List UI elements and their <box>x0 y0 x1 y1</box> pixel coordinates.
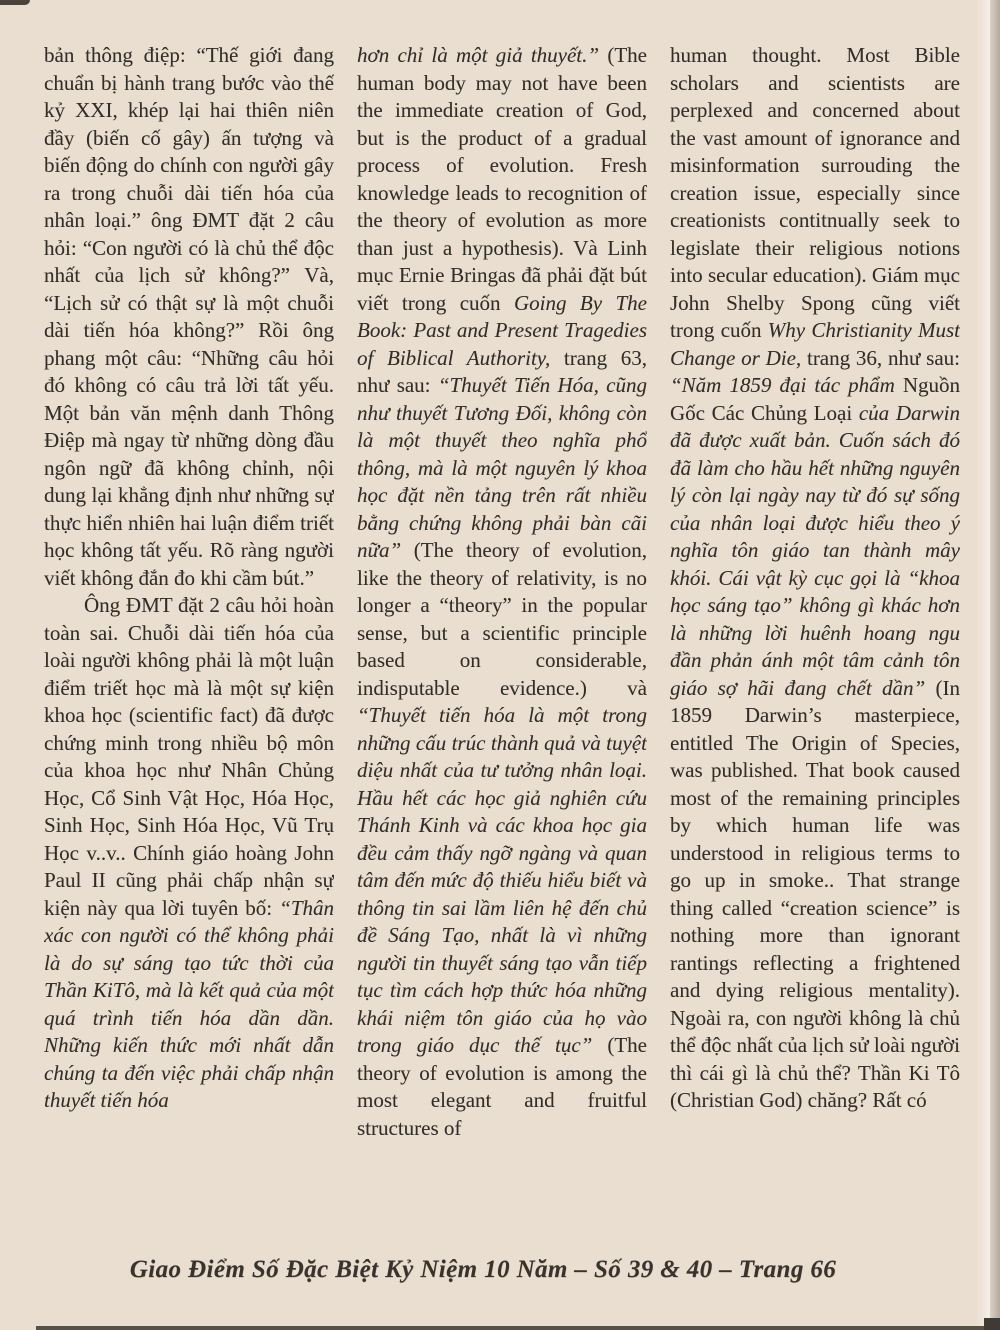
text-run: Ông ĐMT đặt 2 câu hỏi hoàn toàn sai. Chuỗi dài tiến hóa của loài người không phải là một luận điểm triết học mà là một sự kiện khoa học (scientific fact) đã được chứng minh trong nhiều bộ môn của khoa học như Nhân Chủng Học, Cổ Sinh Vật Học, Hóa Học, Sinh Học, Sinh Hóa Học, Vũ Trụ Học v..v.. Chính giáo hoàng John Paul II cũng phải chấp nhận sự kiện này qua lời tuyên bố: <box>44 593 334 920</box>
text-run-italic: “Thuyết Tiến Hóa, cũng như thuyết Tương Đối, không còn là một thuyết theo nghĩa phổ thông, mà là một nguyên lý khoa học đặt nền tảng trên rất nhiều bằng chứng không phải bàn cãi nữa” <box>357 373 647 562</box>
paragraph <box>44 42 334 592</box>
text-run-italic: hơn chỉ là một giả thuyết.” <box>357 43 608 67</box>
text-run: (In 1859 Darwin’s masterpiece, entitled The Origin of Species, was published. That book caused most of the remaining principles by which human life was understood in religious terms to go up in smoke.. That strange thing called “creation science” is nothing more than ignorant rantings reflecting a frightened and dying religious mentality). Ngoài ra, con người không là chủ thể độc nhất của lịch sử loài người thì cái gì là chủ thể? Thần Ki Tô (Christian God) chăng? Rất có <box>670 675 960 1112</box>
text-column-left <box>44 42 334 1246</box>
text-column-right <box>670 42 960 1246</box>
text-run: bản thông điệp: “Thế giới đang chuẩn bị hành trang bước vào thế kỷ XXI, khép lại hai thiên niên đầy (biến cố gây) ấn tượng và biến động do chính con người gây ra trong chuỗi dài tiến hóa của nhân loại.” ông ĐMT đặt 2 câu hỏi: “Con người có là chủ thể độc nhất của lịch sử không?” Và, “Lịch sử có thật sự là một chuỗi dài tiến hóa không?” Rồi ông phang một câu: “Những câu hỏi đó không có câu trả lời tất yếu. Một bản văn mệnh danh Thông Điệp mà ngay từ những dòng đầu ngôn ngữ đã không chỉnh, nội dung lại khẳng định như những sự thực hiển nhiên hai luận điểm triết học không tất yếu. Rõ ràng người viết không đắn đo khi cầm bút.” <box>44 43 334 590</box>
text-run: trang 63, như sau: <box>357 345 647 397</box>
text-run: trang 36, như sau: <box>806 345 960 370</box>
text-run-italic: Why Christianity Must Change or Die, <box>670 318 960 370</box>
scan-corner-bottom-right <box>984 1318 1000 1330</box>
paragraph <box>357 42 647 1142</box>
paragraph <box>44 592 334 1115</box>
page-footer <box>0 1256 966 1284</box>
text-run-italic: “Năm 1859 đại tác phẩm <box>670 373 903 397</box>
page-body <box>44 42 960 1246</box>
scan-edge-right <box>990 0 1000 1330</box>
text-run: Nguồn Gốc Các Chủng Loại <box>670 373 960 425</box>
paragraph <box>670 42 960 1115</box>
text-run-italic: Going By The Book: Past and Present Tragedies of Biblical Authority, <box>357 290 647 370</box>
scan-page-edge-highlight <box>976 0 990 1330</box>
text-run-italic: “Thuyết tiến hóa là một trong những cấu trúc thành quả và tuyệt diệu nhất của tư tưởng nhân loại. Hầu hết các học giả nghiên cứu Thánh Kinh và các khoa học gia đều cảm thấy ngỡ ngàng và quan tâm đến mức độ thiếu hiểu biết và thông tin sai lầm liên hệ đến chủ đề Sáng Tạo, nhất là vì những người tin thuyết sáng tạo vẫn tiếp tục tìm cách hợp thức hóa những khái niệm tôn giáo của họ vào trong giáo dục thế tục” <box>357 703 647 1057</box>
text-run: (The human body may not have been the immediate creation of God, but is the product of a gradual process of evolution. Fresh knowledge leads to recognition of the theory of evolution as more than just a hypothesis). Và Linh mục Ernie Bringas đã phải đặt bút viết trong cuốn <box>357 43 647 315</box>
text-run-italic: của Darwin đã được xuất bản. Cuốn sách đó đã làm cho hầu hết những nguyên lý còn lại ngày nay từ đó sự sống của nhân loại được hiểu theo ý nghĩa tôn giáo tan thành mây khói. Cái vật kỳ cục gọi là “khoa học sáng tạo” không gì khác hơn là những lời huênh hoang ngu đần phản ánh một tâm cảnh tôn giáo sợ hãi đang chết dần” <box>670 400 960 700</box>
text-column-middle <box>357 42 647 1246</box>
scan-mark-top-left <box>0 0 30 5</box>
text-run: (The theory of evolution, like the theory of relativity, is no longer a “theory” in the popular sense, but a scientific principle based on considerable, indisputable evidence.) và <box>357 538 647 700</box>
text-run: human thought. Most Bible scholars and scientists are perplexed and concerned about the vast amount of ignorance and misinformation surrouding the creation issue, especially since creationists contitnually seek to legislate their religious notions into secular education). Giám mục John Shelby Spong cũng viết trong cuốn <box>670 43 960 342</box>
footer-text: Giao Điểm Số Đặc Biệt Kỷ Niệm 10 Năm – Số 39 & 40 – Trang 66 <box>129 1256 837 1283</box>
text-run-italic: “Thân xác con người có thể không phải là do sự sáng tạo tức thời của Thần KiTô, mà là kết quả của một quá trình tiến hóa dần dần. Những kiến thức mới nhất dẫn chúng ta đến việc phải chấp nhận thuyết tiến hóa <box>44 895 334 1112</box>
text-run: (The theory of evolution is among the most elegant and fruitful structures of <box>357 1033 647 1140</box>
scan-edge-bottom <box>36 1326 1000 1330</box>
